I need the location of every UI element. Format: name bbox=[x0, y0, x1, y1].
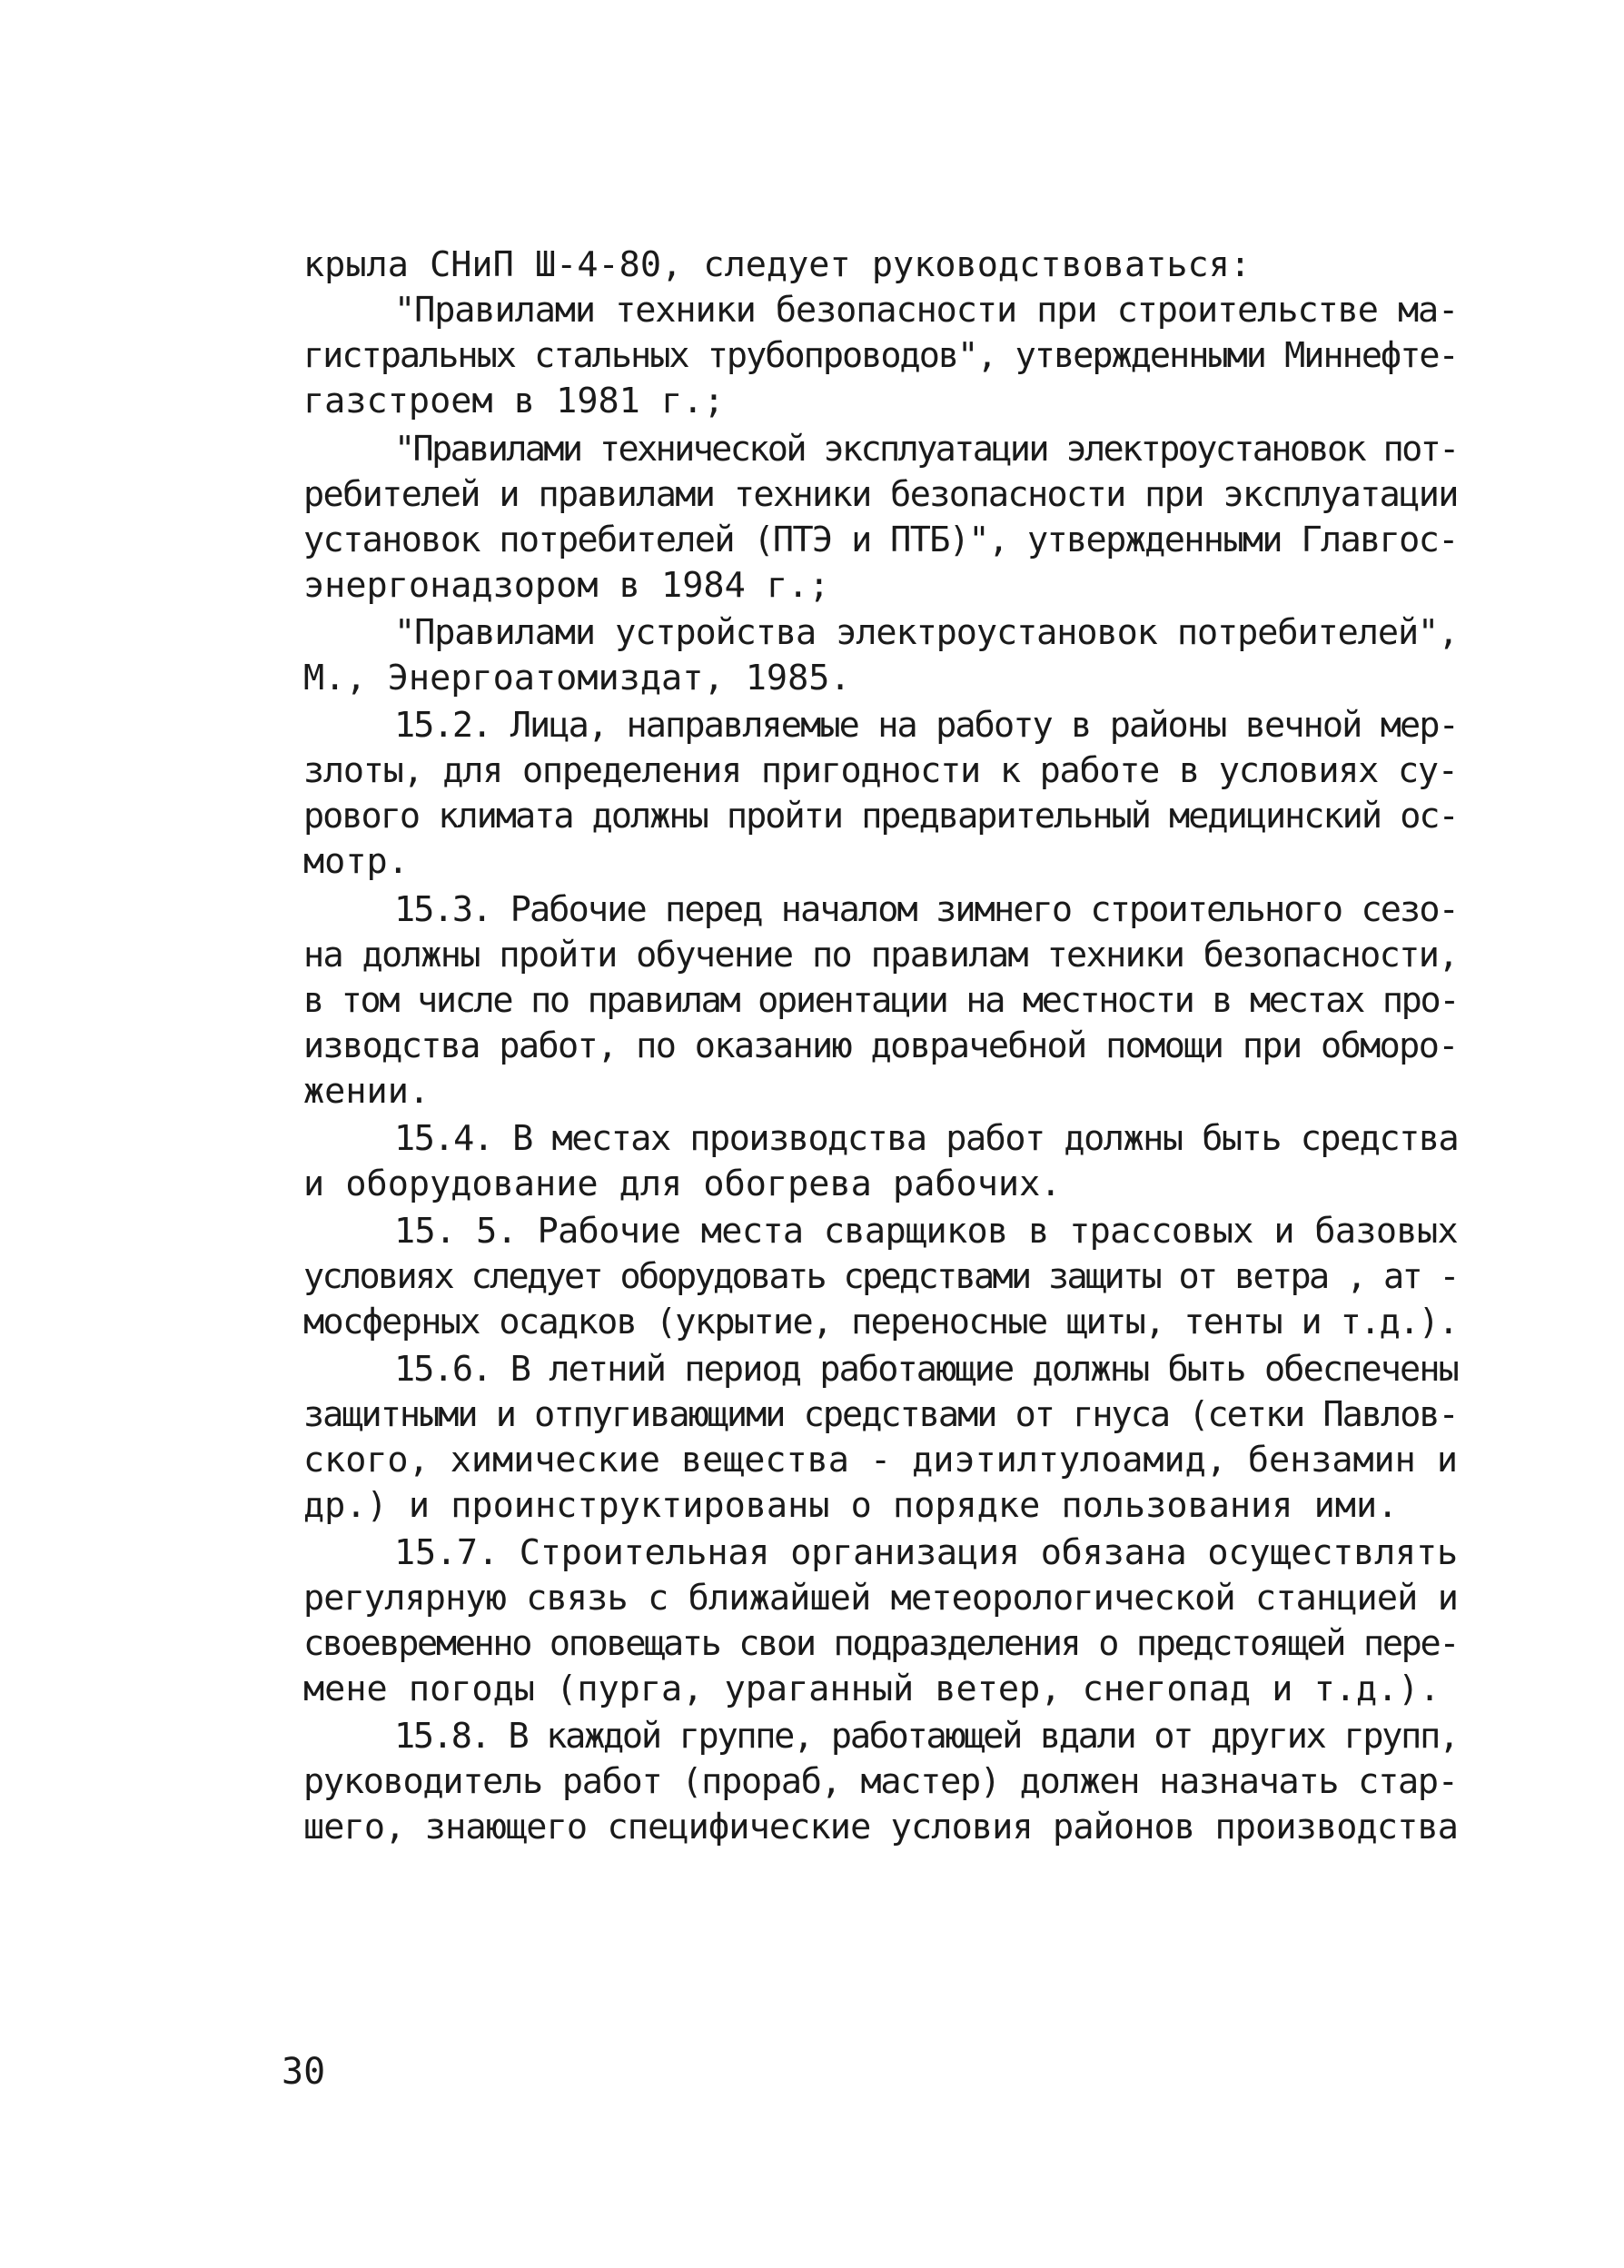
text-line: 15.3. Рабочие перед началом зимнего строительного сезо- bbox=[394, 889, 1458, 930]
text-line: 15.6. В летний период работающие должны быть обеспечены bbox=[394, 1349, 1458, 1390]
text-line: руководитель работ (прораб, мастер) должен назначать стар- bbox=[303, 1761, 1458, 1802]
text-line: в том числе по правилам ориентации на местности в местах про- bbox=[303, 980, 1459, 1021]
text-line: злоты, для определения пригодности к работе в условиях су- bbox=[303, 750, 1458, 791]
text-line: мосферных осадков (укрытие, переносные щиты, тенты и т.д.). bbox=[303, 1302, 1458, 1342]
text-line: установок потребителей (ПТЭ и ПТБ)", утвержденными Главгос- bbox=[303, 520, 1458, 560]
text-line: "Правилами техники безопасности при строительстве ма- bbox=[394, 290, 1459, 331]
text-line: регулярную связь с ближайшей метеорологической станцией и bbox=[303, 1578, 1459, 1619]
text-line: шего, знающего специфические условия районов производства bbox=[303, 1807, 1459, 1847]
text-line: и оборудование для обогрева рабочих. bbox=[303, 1164, 1062, 1204]
text-line: условиях следует оборудовать средствами защиты от ветра , ат - bbox=[303, 1256, 1458, 1297]
text-line: ского, химические вещества - диэтилтулоамид, бензамин и bbox=[303, 1440, 1458, 1481]
text-line: 15. 5. Рабочие места сварщиков в трассовых и базовых bbox=[394, 1211, 1458, 1252]
text-line: мотр. bbox=[303, 841, 409, 882]
text-line: гистральных стальных трубопроводов", утвержденными Миннефте- bbox=[303, 335, 1458, 376]
text-line: рового климата должны пройти предварительный медицинский ос- bbox=[303, 796, 1458, 837]
text-line: 15.2. Лица, направляемые на работу в районы вечной мер- bbox=[394, 705, 1458, 746]
text-line: мене погоды (пурга, ураганный ветер, снегопад и т.д.). bbox=[303, 1669, 1441, 1709]
text-line: ребителей и правилами техники безопасности при эксплуатации bbox=[303, 474, 1458, 515]
text-line: "Правилами технической эксплуатации электроустановок пот- bbox=[394, 429, 1458, 470]
text-line: 15.4. В местах производства работ должны быть средства bbox=[394, 1118, 1459, 1159]
text-line: крыла СНиП Ш-4-80, следует руководствоваться: bbox=[303, 244, 1252, 285]
text-line: 15.8. В каждой группе, работающей вдали от других групп, bbox=[394, 1716, 1458, 1757]
text-line: своевременно оповещать свои подразделения о предстоящей пере- bbox=[303, 1623, 1459, 1664]
text-line: М., Энергоатомиздат, 1985. bbox=[303, 658, 851, 698]
text-line: жении. bbox=[303, 1071, 431, 1112]
text-line: защитными и отпугивающими средствами от гнуса (сетки Павлов- bbox=[303, 1394, 1458, 1435]
text-line: др.) и проинструктированы о порядке пользования ими. bbox=[303, 1485, 1399, 1526]
page-number: 30 bbox=[282, 2051, 326, 2093]
text-line: изводства работ, по оказанию доврачебной помощи при обморо- bbox=[303, 1025, 1458, 1066]
text-line: энергонадзором в 1984 г.; bbox=[303, 565, 830, 606]
text-line: "Правилами устройства электроустановок потребителей", bbox=[394, 612, 1459, 653]
text-line: 15.7. Строительная организация обязана осуществлять bbox=[394, 1532, 1458, 1573]
text-line: газстроем в 1981 г.; bbox=[303, 381, 725, 421]
text-line: на должны пройти обучение по правилам техники безопасности, bbox=[303, 935, 1458, 976]
